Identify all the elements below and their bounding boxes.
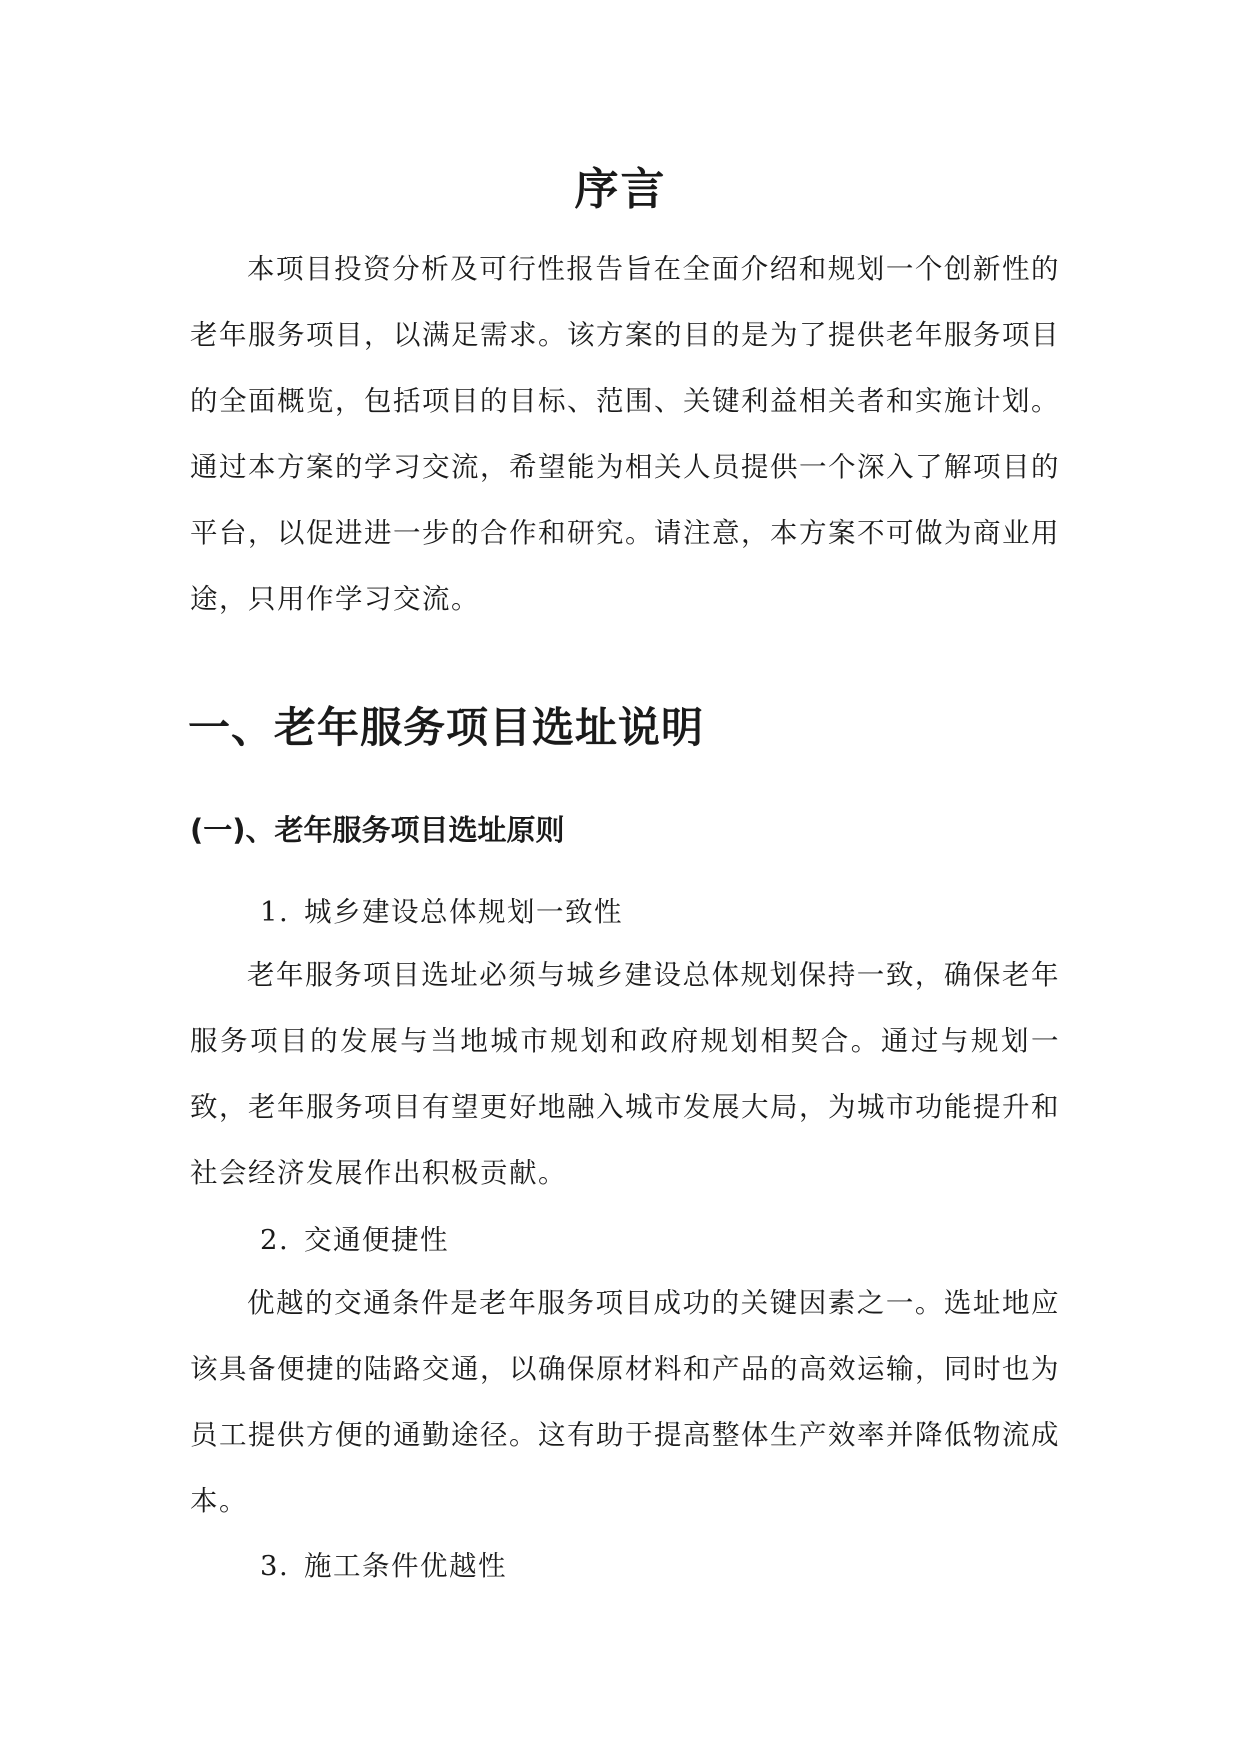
list-item-title: 施工条件优越性 [304,1550,507,1582]
list-item-number: 3. [260,1550,290,1582]
list-item-heading [260,890,623,934]
list-item-number: 2. [260,1224,290,1256]
list-item-body: 优越的交通条件是老年服务项目成功的关键因素之一。选址地应该具备便捷的陆路交通，以确保原材料和产品的高效运输，同时也为员工提供方便的通勤途径。这有助于提高整体生产效率并降低物流成本。 [190,1287,1060,1517]
page-title: 序言 [574,164,667,215]
list-item-number: 1. [260,896,290,928]
section-heading: 一、老年服务项目选址说明 [188,703,705,752]
list-item-heading [260,1218,449,1262]
preface-paragraph: 本项目投资分析及可行性报告旨在全面介绍和规划一个创新性的老年服务项目，以满足需求。该方案的目的是为了提供老年服务项目的全面概览，包括项目的目标、范围、关键利益相关者和实施计划。通过本方案的学习交流，希望能为相关人员提供一个深入了解项目的平台，以促进进一步的合作和研究。请注意，本方案不可做为商业用途，只用作学习交流。 [190,253,1060,615]
list-item-body: 老年服务项目选址必须与城乡建设总体规划保持一致，确保老年服务项目的发展与当地城市规划和政府规划相契合。通过与规划一致，老年服务项目有望更好地融入城市发展大局，为城市功能提升和社会经济发展作出积极贡献。 [190,959,1060,1189]
list-item-title: 城乡建设总体规划一致性 [304,896,623,928]
list-item-title: 交通便捷性 [304,1224,449,1256]
list-item-heading [260,1544,507,1588]
subsection-heading: (一)、老年服务项目选址原则 [190,813,565,847]
